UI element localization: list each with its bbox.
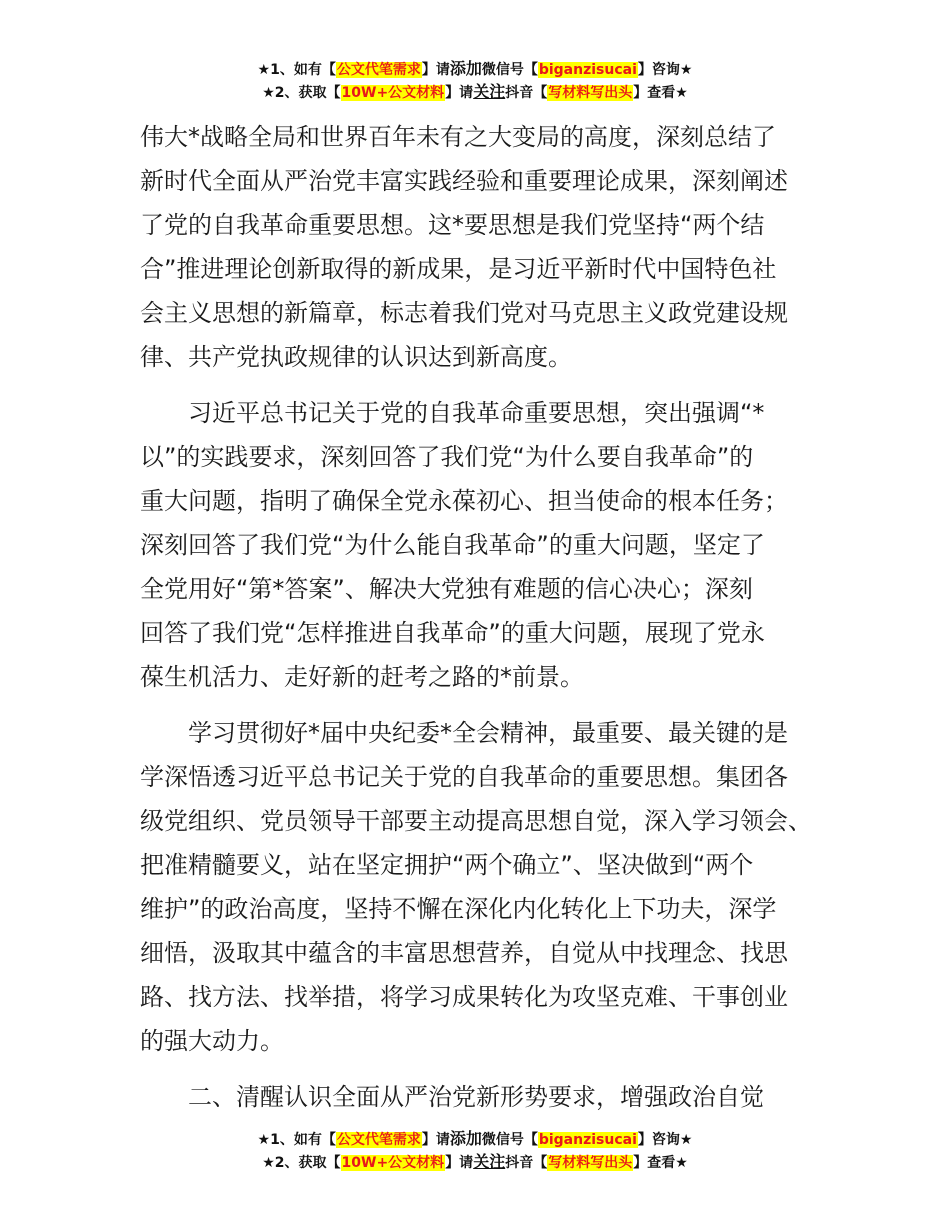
- banner-line-2: ★2、获取【10W+公文材料】请关注抖音【写材料写出头】查看★: [262, 82, 688, 101]
- highlight-service: 公文代笔需求: [336, 1132, 421, 1148]
- text-line: 新时代全面从严治党丰富实践经验和重要理论成果，深刻阐述: [140, 167, 788, 195]
- highlight-douyin-id: 写材料写出头: [548, 85, 633, 101]
- text-line: 重大问题，指明了确保全党永葆初心、担当使命的根本任务；: [140, 487, 788, 515]
- highlight-materials: 10W+公文材料: [341, 85, 445, 101]
- text-line: 学习贯彻好*届中央纪委*全会精神，最重要、最关键的是: [188, 719, 788, 747]
- highlight-wechat-id: biganzisucai: [538, 1132, 637, 1148]
- text-line: 会主义思想的新篇章，标志着我们党对马克思主义政党建设规: [140, 299, 788, 327]
- banner-line-2: ★2、获取【10W+公文材料】请关注抖音【写材料写出头】查看★: [262, 1152, 688, 1171]
- footer-banner: [0, 1128, 950, 1174]
- highlight-douyin-id: 写材料写出头: [548, 1155, 633, 1171]
- highlight-service: 公文代笔需求: [336, 62, 421, 78]
- heading-text: 二、清醒认识全面从严治党新形势要求，增强政治自觉: [188, 1083, 764, 1111]
- banner-line-1: ★1、如有【公文代笔需求】请添加微信号【biganzisucai】咨询★: [257, 1129, 693, 1148]
- section-heading: [140, 1075, 820, 1119]
- text-line: 了党的自我革命重要思想。这*要思想是我们党坚持“两个结: [140, 211, 765, 239]
- text-line: 级党组织、党员领导干部要主动提高思想自觉，深入学习领会、: [140, 807, 812, 835]
- text-line: 葆生机活力、走好新的赶考之路的*前景。: [140, 663, 584, 691]
- text-line: 路、找方法、找举措，将学习成果转化为攻坚克难、干事创业: [140, 983, 788, 1011]
- text-line: 深刻回答了我们党“为什么能自我革命”的重大问题，坚定了: [140, 531, 765, 559]
- highlight-wechat-id: biganzisucai: [538, 62, 637, 78]
- text-line: 习近平总书记关于党的自我革命重要思想，突出强调“*: [188, 399, 765, 427]
- document-body: [140, 115, 820, 1131]
- paragraph-3: [140, 711, 820, 1063]
- header-banner: [0, 58, 950, 104]
- highlight-materials: 10W+公文材料: [341, 1155, 445, 1171]
- paragraph-1: [140, 115, 820, 379]
- text-line: 把准精髓要义，站在坚定拥护“两个确立”、坚决做到“两个: [140, 851, 754, 879]
- text-line: 的强大动力。: [140, 1027, 284, 1055]
- text-line: 学深悟透习近平总书记关于党的自我革命的重要思想。集团各: [140, 763, 788, 791]
- banner-line-1: ★1、如有【公文代笔需求】请添加微信号【biganzisucai】咨询★: [257, 59, 693, 78]
- text-line: 合”推进理论创新取得的新成果，是习近平新时代中国特色社: [140, 255, 777, 283]
- text-line: 维护”的政治高度，坚持不懈在深化内化转化上下功夫，深学: [140, 895, 777, 923]
- paragraph-2: [140, 391, 820, 699]
- text-line: 细悟，汲取其中蕴含的丰富思想营养，自觉从中找理念、找思: [140, 939, 788, 967]
- text-line: 律、共产党执政规律的认识达到新高度。: [140, 343, 572, 371]
- text-line: 全党用好“第*答案”、解决大党独有难题的信心决心；深刻: [140, 575, 753, 603]
- text-line: 伟大*战略全局和世界百年未有之大变局的高度，深刻总结了: [140, 123, 776, 151]
- text-line: 回答了我们党“怎样推进自我革命”的重大问题，展现了党永: [140, 619, 765, 647]
- text-line: 以”的实践要求，深刻回答了我们党“为什么要自我革命”的: [140, 443, 754, 471]
